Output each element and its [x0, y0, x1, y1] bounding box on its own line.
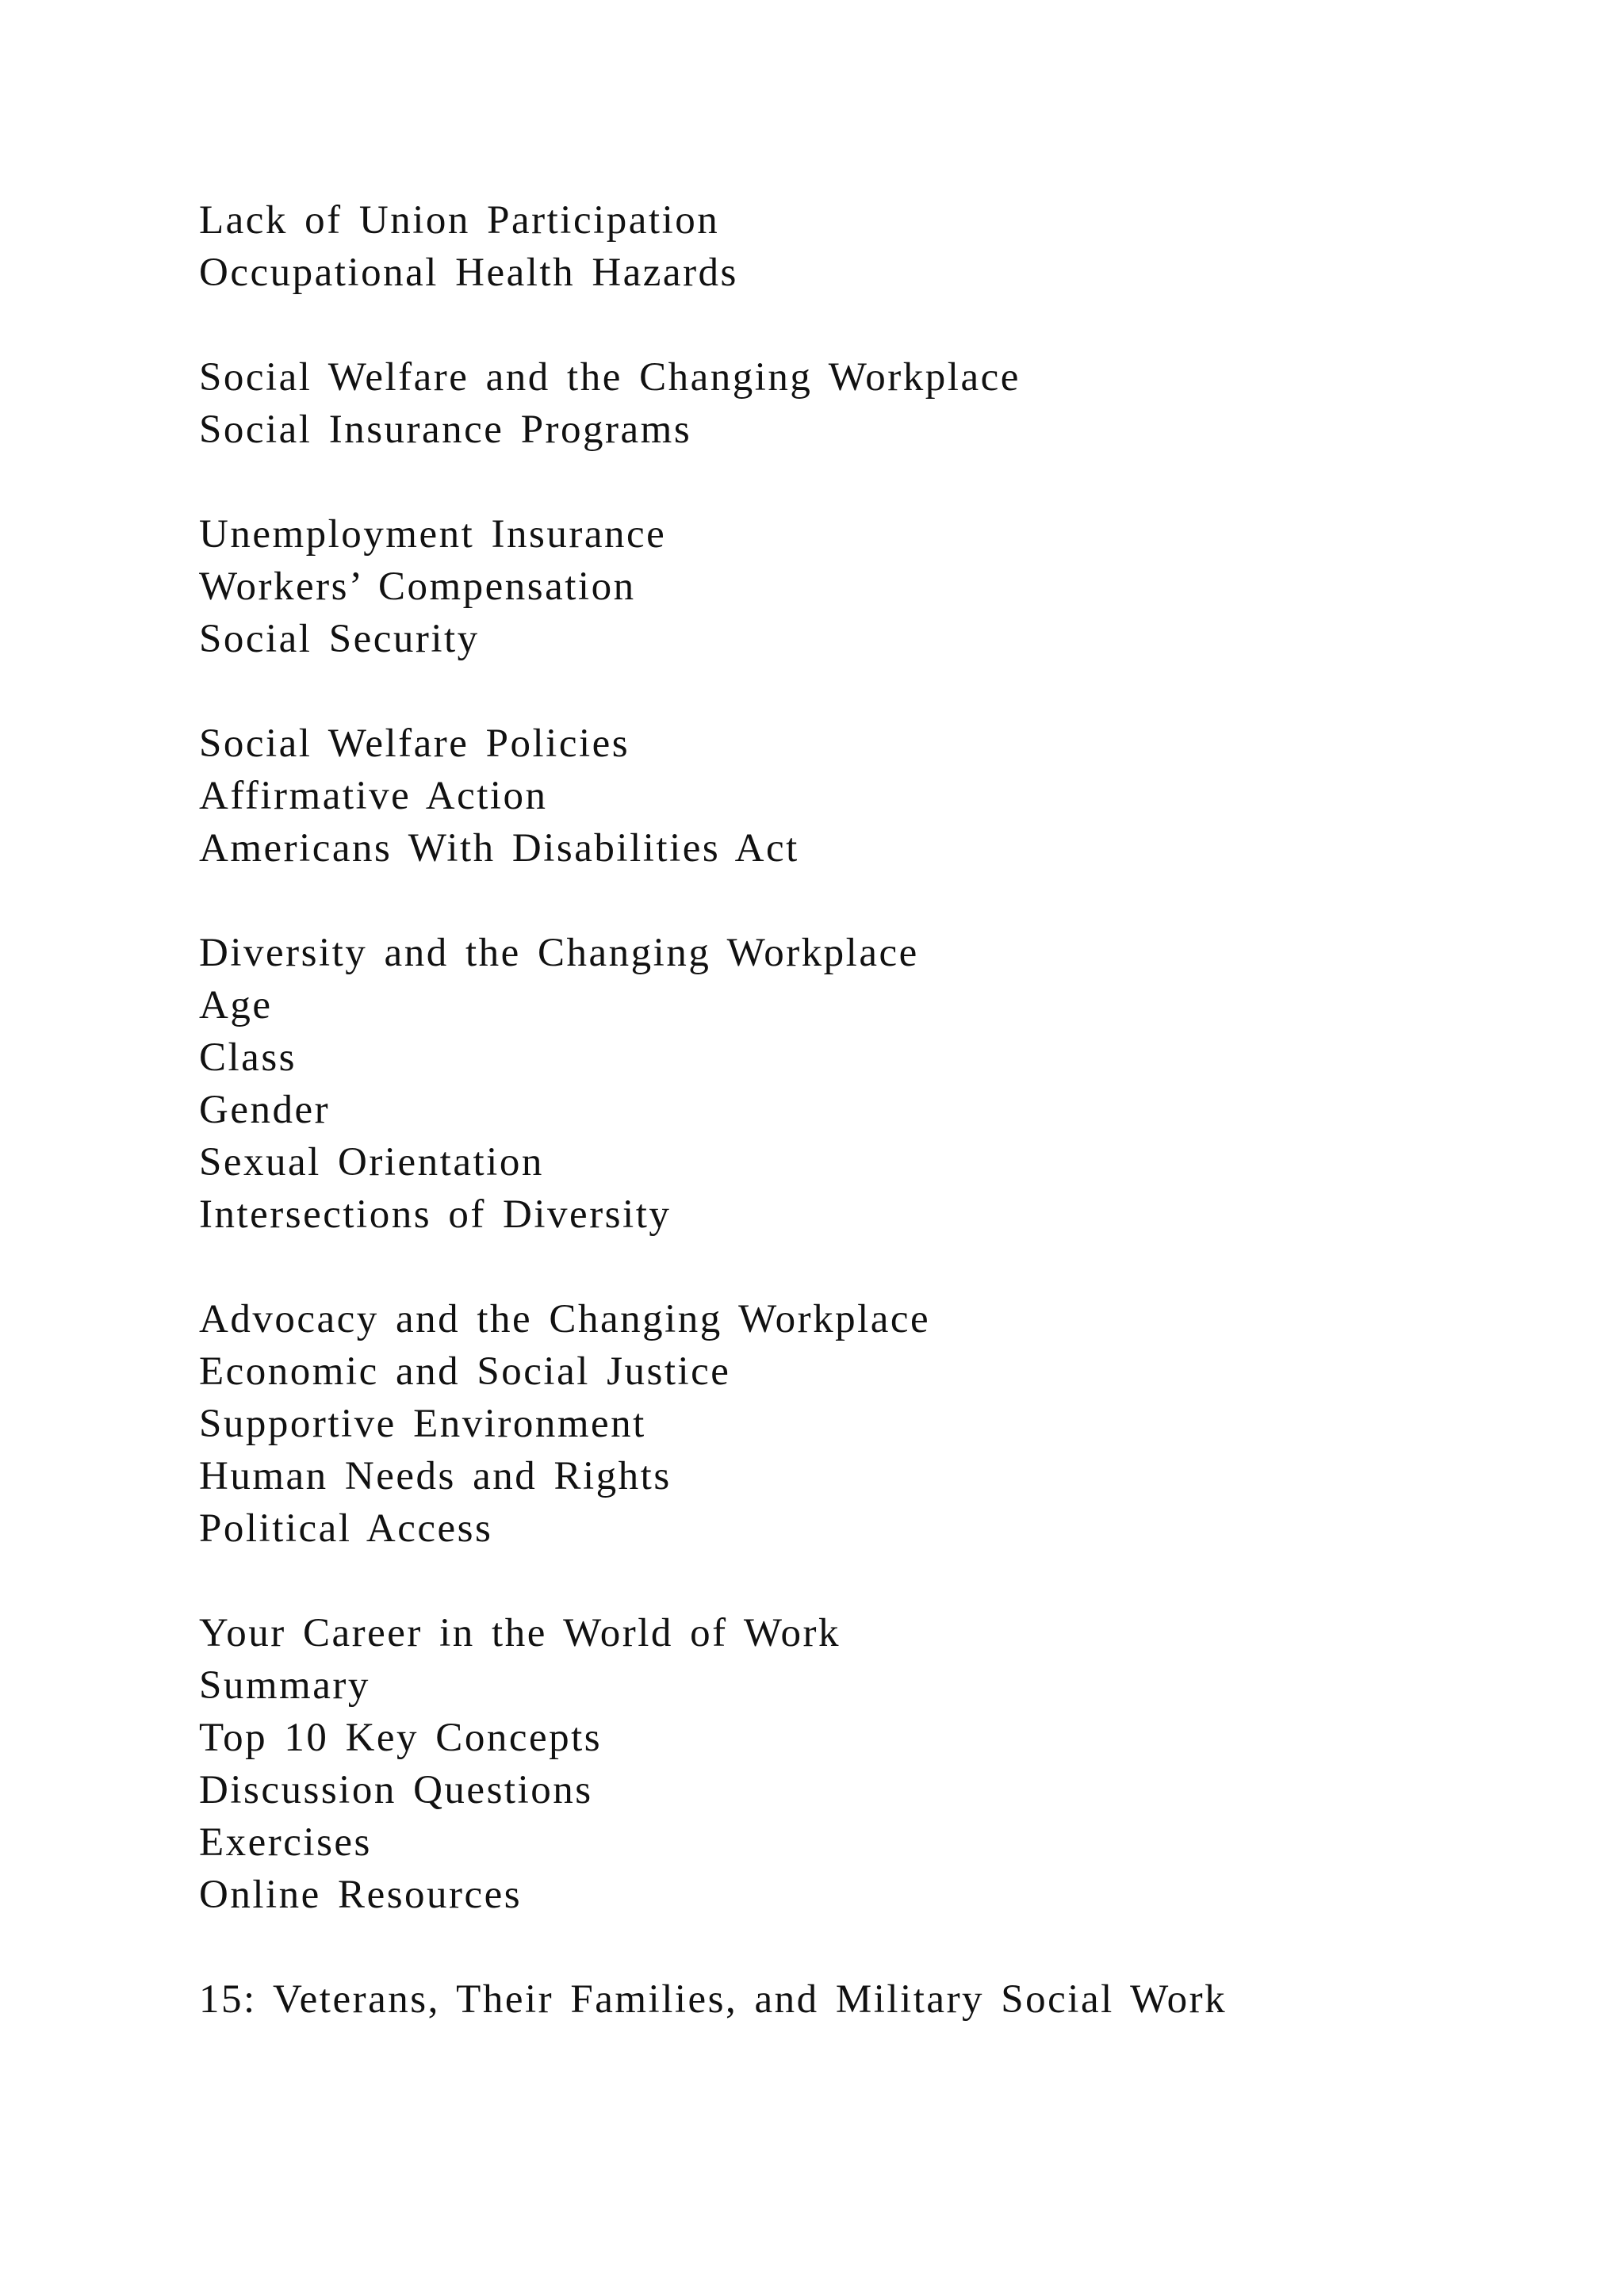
section-group: [199, 1973, 1547, 2026]
text-line: Affirmative Action: [199, 774, 548, 818]
text-line: Intersections of Diversity: [199, 1192, 672, 1237]
text-line: Unemployment Insurance: [199, 512, 667, 557]
text-line: Social Security: [199, 617, 480, 661]
text-line: Human Needs and Rights: [199, 1454, 672, 1498]
text-line: Class: [199, 1035, 297, 1080]
section-group: [199, 1293, 1547, 1555]
chapter-heading: 15: Veterans, Their Families, and Military Social Work: [199, 1977, 1228, 2022]
text-line: Lack of Union Participation: [199, 198, 720, 243]
text-line: Workers’ Compensation: [199, 564, 636, 609]
section-group: [199, 508, 1547, 665]
text-line: Age: [199, 983, 273, 1027]
text-line: Supportive Environment: [199, 1402, 646, 1446]
text-line: Sexual Orientation: [199, 1140, 544, 1184]
section-group: [199, 351, 1547, 456]
text-line: Political Access: [199, 1506, 493, 1551]
section-group: [199, 1607, 1547, 1921]
text-line: Your Career in the World of Work: [199, 1611, 841, 1655]
text-line: Summary: [199, 1663, 370, 1708]
text-line: Occupational Health Hazards: [199, 251, 738, 295]
text-line: Gender: [199, 1088, 331, 1132]
text-line: Advocacy and the Changing Workplace: [199, 1297, 931, 1341]
document-body: [199, 194, 1547, 2078]
section-group: [199, 194, 1547, 299]
text-line: Social Insurance Programs: [199, 408, 692, 452]
text-line: Social Welfare and the Changing Workplace: [199, 355, 1021, 400]
text-line: Social Welfare Policies: [199, 721, 630, 766]
section-group: [199, 718, 1547, 874]
section-group: [199, 927, 1547, 1241]
text-line: Discussion Questions: [199, 1768, 593, 1812]
text-line: Exercises: [199, 1820, 372, 1865]
text-line: Top 10 Key Concepts: [199, 1716, 603, 1760]
text-line: Online Resources: [199, 1873, 523, 1917]
text-line: Diversity and the Changing Workplace: [199, 931, 919, 975]
text-line: Americans With Disabilities Act: [199, 826, 799, 871]
text-line: Economic and Social Justice: [199, 1349, 731, 1394]
